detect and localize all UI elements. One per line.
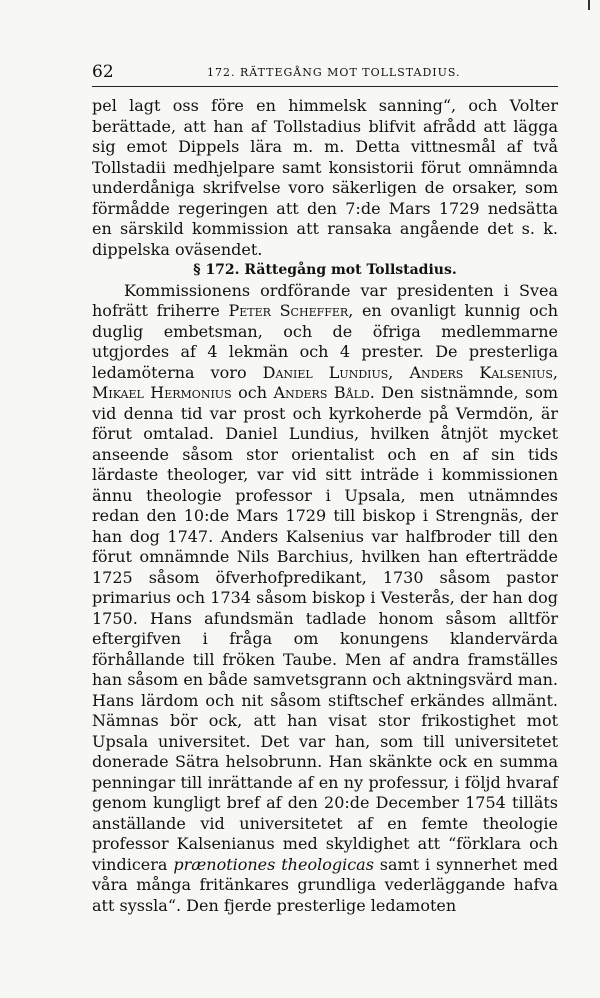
name-peter-scheffer: Peter Scheffer	[228, 301, 349, 320]
text-run: , en ovanligt kunnig och duglig embetsman, och de öfriga medlemmarne utgjordes af 4 lekmän och 4 prester. De presterliga ledamöterna voro	[92, 301, 559, 382]
running-head: 172. RÄTTEGÅNG MOT TOLLSTADIUS.	[207, 66, 461, 79]
text-run: ,	[388, 362, 410, 382]
text-run: samt i synnerhet med våra många fritänkares grundliga vederläggande hafva att syssla“. Den fjerde presterlige ledamoten	[92, 854, 558, 915]
name-anders-kalsenius: Anders Kalsenius	[409, 362, 553, 382]
text-run: och	[231, 383, 274, 402]
name-daniel-lundius: Daniel Lundius	[262, 362, 389, 382]
text-run: . Den sistnämnde, som vid denna tid var prost och kyrkoherde på Vermdön, är förut omtalad. Daniel Lundius, hvilken åtnjöt mycket anseende såsom stor orientalist och en af sin tids lärdaste theologer, var vid sitt inträde i kommissionen ännu theologie professor i Upsala, men utnämndes redan den 10:de Mars 1729 till biskop i Strengnäs, der han dog 1747. Anders Kalsenius var halfbroder till den förut omnämnde Nils Barchius, hvilken han efterträdde 1725 såsom öfverhofpredikant, 1730 såsom pastor primarius och 1734 såsom biskop i Vesterås, der han dog 1750. Hans afundsmän tadlade honom såsom alltför eftergifven i fråga om konungens klandervärda förhållande till fröken Taube. Men af andra framställes han såsom en både samvetsgrann och aktningsvärd man. Hans lärdom och nit såsom stiftschef erkändes allmänt. Nämnas bör ock, att han visat stor frikostighet mot Upsala universitet. Det var han, som till universitetet donerade Sätra helsobrunn. Han skänkte ock en summa penningar till inrättande af en ny professur, i följd hvaraf genom kungligt bref af den 20:de December 1754 tilläts anställande vid universitetet af en femte theologie professor Kalsenianus med skyldighet att “förklara och vindicera	[92, 383, 559, 874]
paragraph-continuation: pel lagt oss före en himmelsk sanning“, och Volter berättade, att han af Tollstadius blifvit afrådd att lägga sig emot Dippels lära m. m. Detta vittnesmål af två Tollstadii medhjelpare samt konsistorii förut omnämnda underdåniga skrifvelse voro säkerligen de orsaker, som förmådde regeringen att den 7:de Mars 1729 nedsätta en särskild kommission att ransaka angående det s. k. dippelska oväsendet.	[92, 96, 558, 259]
corner-mark	[588, 0, 590, 10]
page-header	[92, 62, 558, 87]
name-anders-bald: Anders Båld	[273, 383, 370, 402]
latin-phrase: prænotiones theologicas	[173, 854, 374, 874]
paragraph-commission	[92, 281, 558, 917]
text-run: ,	[552, 362, 559, 382]
body-text	[92, 96, 558, 916]
text-run: Kommissionens ordförande var presidenten i Svea hofrätt friherre	[92, 280, 558, 320]
name-mikael-hermonius: Mikael Hermonius	[92, 383, 232, 402]
page-number: 62	[92, 62, 114, 82]
section-heading: § 172. Rättegång mot Tollstadius.	[193, 262, 457, 278]
